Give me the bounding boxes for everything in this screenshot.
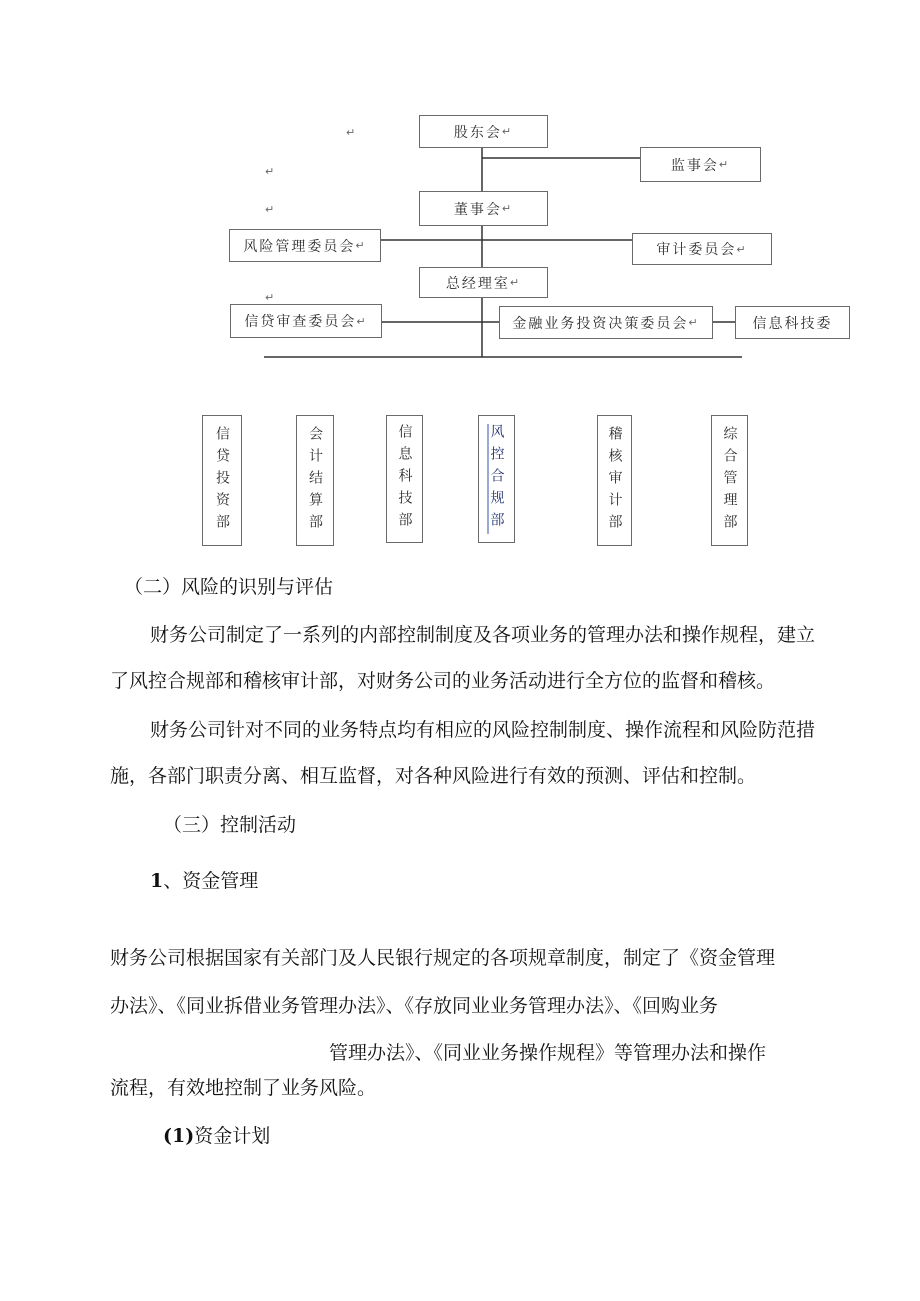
subitem1-title: 资金计划 [194, 1125, 271, 1147]
subitem1-heading [163, 1124, 270, 1148]
section2-paragraph1-line2: 了风控合规部和稽核审计部，对财务公司的业务活动进行全方位的监督和稽核。 [110, 670, 776, 692]
box-credit-committee [230, 304, 382, 338]
paragraph-mark: ↵ [355, 239, 367, 252]
paragraph-mark: ↵ [509, 276, 522, 289]
section3-paragraph-line3: 管理办法》、《同业业务操作规程》等管理办法和操作 [329, 1042, 767, 1064]
section3-paragraph-line1: 财务公司根据国家有关部门及人民银行规定的各项规章制度，制定了《资金管理 [110, 947, 776, 969]
dept-label: 稽核审计部 [606, 425, 623, 536]
box-label: 信贷审查委员会 [244, 314, 357, 330]
section3-paragraph-line4: 流程，有效地控制了业务风险。 [110, 1077, 377, 1099]
box-label: 董事会 [453, 201, 502, 218]
item1-number: 1 [150, 870, 164, 892]
box-board-of-directors [419, 191, 548, 226]
dept-audit [597, 415, 632, 546]
box-label: 风险管理委员会 [243, 238, 356, 255]
box-investment-committee [499, 306, 713, 339]
dept-label: 综合管理部 [721, 425, 738, 536]
section2-paragraph1-line1: 财务公司制定了一系列的内部控制制度及各项业务的管理办法和操作规程，建立 [150, 624, 816, 646]
box-gm-office [419, 267, 548, 298]
box-label: 监事会 [670, 157, 719, 174]
box-audit-committee [632, 233, 772, 265]
section2-paragraph2-line2: 施，各部门职责分离、相互监督，对各种风险进行有效的预测、评估和控制。 [110, 765, 757, 787]
dept-label: 风控合规部 [488, 424, 505, 534]
item1-title: 、资金管理 [163, 870, 259, 892]
paragraph-mark: ↵ [346, 126, 356, 139]
box-label: 股东会 [453, 124, 502, 141]
subitem1-number: (1) [163, 1125, 195, 1147]
paragraph-mark: ↵ [736, 242, 748, 256]
paragraph-mark: ↵ [265, 291, 275, 304]
paragraph-mark: ↵ [501, 202, 514, 215]
section3-heading: （三）控制活动 [163, 814, 297, 836]
box-label: 信息科技委 [752, 315, 833, 332]
dept-risk-compliance [478, 415, 515, 543]
dept-information-technology [386, 415, 423, 543]
dept-credit-investment [202, 415, 242, 546]
dept-general-management [711, 415, 748, 546]
dept-accounting-settlement [296, 415, 334, 546]
paragraph-mark: ↵ [688, 316, 700, 329]
dept-label: 会计结算部 [307, 425, 323, 536]
box-label: 总经理室 [445, 275, 510, 292]
section2-heading: （二）风险的识别与评估 [124, 576, 334, 598]
box-it-committee [735, 306, 850, 339]
item1-heading [150, 869, 258, 893]
box-label: 金融业务投资决策委员会 [512, 315, 689, 332]
box-shareholders-meeting [419, 115, 548, 148]
paragraph-mark: ↵ [356, 314, 368, 328]
paragraph-mark: ↵ [265, 165, 275, 178]
dept-label: 信息科技部 [396, 424, 413, 534]
section2-paragraph2-line1: 财务公司针对不同的业务特点均有相应的风险控制制度、操作流程和风险防范措 [150, 719, 816, 741]
dept-label: 信贷投资部 [214, 425, 230, 536]
section3-paragraph-line2: 办法》、《同业拆借业务管理办法》、《存放同业业务管理办法》、《回购业务 [110, 995, 719, 1017]
box-risk-committee [229, 229, 381, 262]
paragraph-mark: ↵ [265, 203, 275, 216]
box-label: 审计委员会 [656, 242, 737, 258]
paragraph-mark: ↵ [501, 125, 514, 138]
box-supervisory-board [640, 147, 761, 182]
paragraph-mark: ↵ [718, 158, 731, 171]
